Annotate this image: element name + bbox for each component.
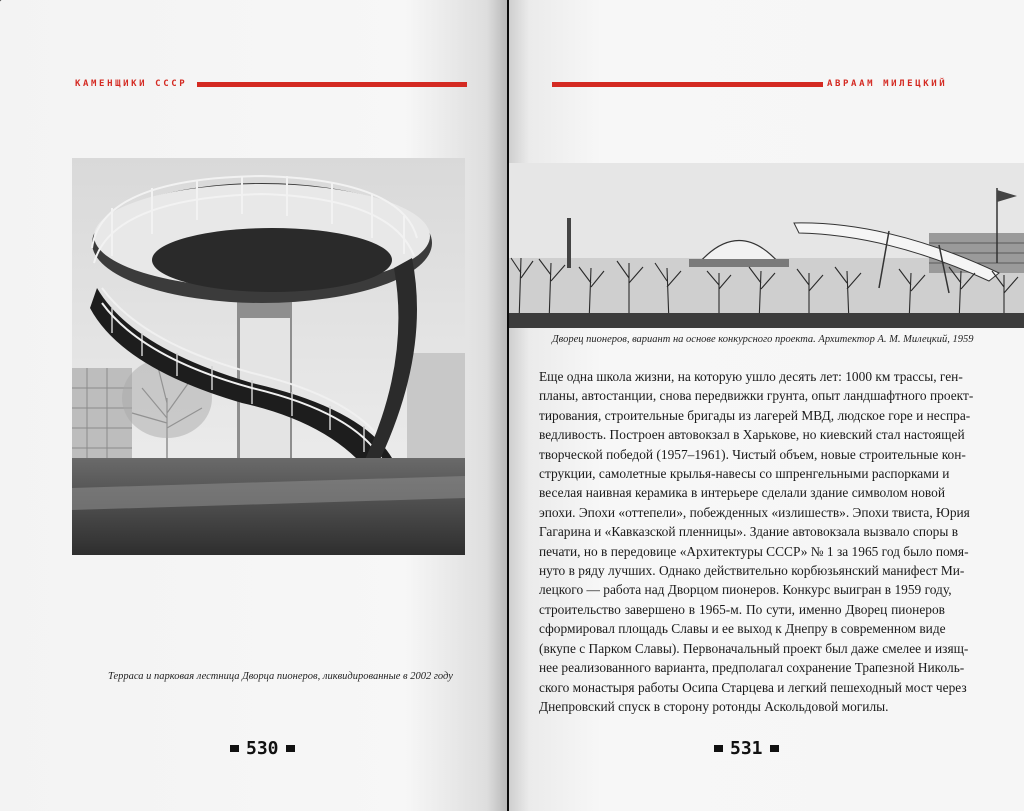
body-line: эпохи. Эпохи «оттепели», побежденных «излишеств». Эпохи твиста, Юрия xyxy=(539,504,970,520)
body-line: сформировал площадь Славы и ее выход к Днепру в современном виде xyxy=(539,621,946,637)
page-number-dash xyxy=(714,745,723,752)
body-line: планы, автостанции, снова передвижки грунта, опыт ландшафтного проект- xyxy=(539,388,974,404)
body-line: печати, но в передовице «Архитектуры СССР» № 1 за 1965 год было помя- xyxy=(539,543,969,559)
body-line: строительство завершено в 1965-м. По сути, именно Дворец пионеров xyxy=(539,601,945,617)
body-line: нуто в ряду лучших. Однако действительно корбюзьянский манифест Ми- xyxy=(539,563,965,579)
left-page xyxy=(0,0,507,811)
page-number-value: 530 xyxy=(246,738,279,759)
body-line: ведливость. Построен автовокзал в Харькове, но киевский стал настоящей xyxy=(539,427,965,443)
page-number-dash xyxy=(230,745,239,752)
header-rule-right xyxy=(552,82,823,87)
page-number-dash xyxy=(286,745,295,752)
body-line: творческой победой (1957–1961). Чистый объем, новые строительные кон- xyxy=(539,446,966,462)
drawing-caption-right: Дворец пионеров, вариант на основе конкурсного проекта. Архитектор А. М. Милецкий, 1959 xyxy=(552,334,974,345)
photo-caption-left: Терраса и парковая лестница Дворца пионеров, ликвидированные в 2002 году xyxy=(108,671,453,682)
page-number-dash xyxy=(770,745,779,752)
page-number-right xyxy=(714,738,779,759)
body-line: (вкупе с Парком Славы). Первоначальный проект был даже смелее и изящ- xyxy=(539,640,969,656)
page-number-value: 531 xyxy=(730,738,763,759)
body-line: тирования, строительные бригады из лагерей МВД, людское горе и неспра- xyxy=(539,407,971,423)
body-line: ского монастыря работы Осипа Старцева и легкий пешеходный мост через xyxy=(539,679,967,695)
body-line: веселая наивная керамика в интерьере сделали здание символом новой xyxy=(539,485,945,501)
running-header-right: АВРААМ МИЛЕЦКИЙ xyxy=(827,79,948,89)
page-number-left xyxy=(230,738,295,759)
body-line: Еще одна школа жизни, на которую ушло десять лет: 1000 км трассы, ген- xyxy=(539,369,963,384)
body-line: Гагарина и «Кавказской пленницы». Здание автовокзала вызвало споры в xyxy=(539,524,959,540)
staircase-photo xyxy=(72,158,465,555)
body-line: нее реализованного варианта, предполагал сохранение Трапезной Николь- xyxy=(539,660,965,676)
palace-drawing xyxy=(509,163,1024,328)
body-line: Днепровский спуск в сторону ротонды Аскольдовой могилы. xyxy=(539,698,889,714)
body-line: лецкого — работа над Дворцом пионеров. Конкурс выигран в 1959 году, xyxy=(539,582,952,598)
body-line: струкции, самолетные крылья-навесы со шпренгельными распорками и xyxy=(539,466,950,482)
running-header-left: КАМЕНЩИКИ СССР xyxy=(75,79,188,89)
body-text xyxy=(539,367,974,716)
header-rule-left xyxy=(197,82,467,87)
